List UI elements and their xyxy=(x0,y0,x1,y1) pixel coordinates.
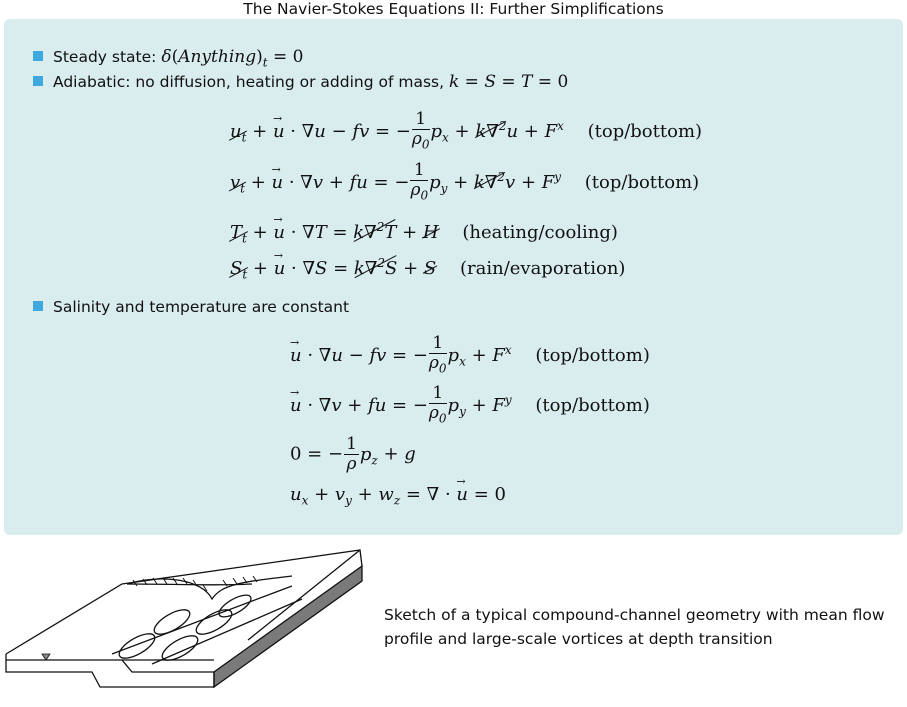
equation-note: (top/bottom) xyxy=(587,121,703,143)
bullet-math: $\delta(Anything)_t = 0$ xyxy=(161,47,304,70)
bullet-marker xyxy=(33,51,43,61)
sketch-caption: Sketch of a typical compound-channel geometry with mean flow profile and large-scale vortices at depth transition xyxy=(384,606,885,648)
bullet-marker xyxy=(33,301,43,311)
bullet-math: k = S = T = 0 xyxy=(448,72,569,92)
bullet-label: Adiabatic: no diffusion, heating or adding of mass, xyxy=(53,73,449,91)
bullet-marker xyxy=(33,76,43,86)
bullet-adiabatic xyxy=(33,72,568,92)
equation-note: (rain/evaporation) xyxy=(459,258,626,279)
equation-note: (top/bottom) xyxy=(535,395,650,417)
equation-note: (top/bottom) xyxy=(584,172,700,194)
equation-note: (heating/cooling) xyxy=(462,222,618,243)
equation-note: (top/bottom) xyxy=(535,345,650,367)
equation-temperature: $T_t$ + → u · ∇T = k∇$^2$T + H (heating/cooling) xyxy=(230,216,618,250)
bullet-label: Salinity and temperature are constant xyxy=(53,298,350,316)
equation-u-simplified: → u · ∇u − fv = − $\frac{1}{\rho_0}$ $p_x + F^x$ (top/bottom) xyxy=(290,334,650,378)
bullet-constant xyxy=(33,297,349,317)
compound-channel-sketch xyxy=(2,544,367,704)
equation-continuity: $u_x + v_y + w_z$ = ∇ · → u = 0 xyxy=(290,484,506,512)
equation-hydrostatic: 0 = − $\frac{1}{\rho}$ $p_z + g$ xyxy=(290,434,416,474)
equation-v-momentum: $v_t$ + → u · ∇v + fu = − $\frac{1}{\rho_0}$ $p_y + k\nabla^2v + F^y$ (top/bottom) xyxy=(230,161,699,205)
equation-v-simplified: → u · ∇v + fu = − $\frac{1}{\rho_0}$ $p_y + F^y$ (top/bottom) xyxy=(290,384,650,428)
equation-salinity: $S_t$ + → u · ∇S = k∇$^2$S + S (rain/evaporation) xyxy=(230,252,625,286)
equation-u-momentum: $u_t$ + → u · ∇u − fv = − $\frac{1}{\rho_0}$ $p_x + k\nabla^2u + F^x$ (top/bottom) xyxy=(230,110,702,154)
slide-title: The Navier-Stokes Equations II: Further Simplifications xyxy=(243,0,664,18)
bullet-steady-state xyxy=(33,47,303,72)
bullet-label: Steady state: xyxy=(53,48,162,66)
